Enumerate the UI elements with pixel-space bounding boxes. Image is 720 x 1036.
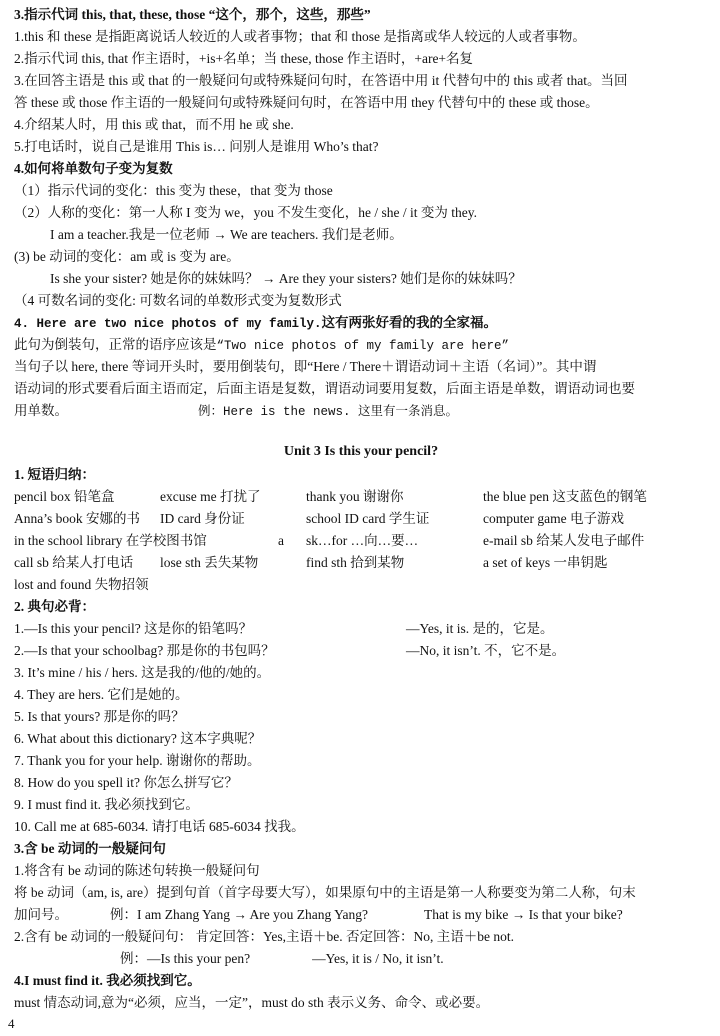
text-line: 1.将含有 be 动词的陈述句转换一般疑问句 [14, 863, 260, 878]
phrase-item [483, 574, 708, 596]
page-number: 4 [8, 1016, 15, 1031]
sentence-answer: —No, it isn’t. 不，它不是。 [406, 643, 566, 658]
text-line: (3) be 动词的变化：am 或 is 变为 are。 [14, 249, 240, 264]
phrase-item: a [278, 533, 284, 548]
example-sentence: 例：Here is the news. 这里有一条消息。 [198, 405, 459, 419]
text-fragment: 用单数。 [14, 403, 68, 418]
text-line: 语动词的形式要看后面主语而定，后面主语是复数，谓语动词要用复数，后面主语是单数，谓语动词也要 [14, 381, 635, 396]
sentence-question: 1.—Is this your pencil? 这是你的铅笔吗？ [14, 621, 253, 636]
inversion-note: 此句为倒装句，正常的语序应该是 [14, 337, 217, 352]
text-line [14, 948, 708, 970]
phrase-item: find sth 拾到某物 [306, 555, 405, 570]
section-title-phrases: 1. 短语归纳： [14, 467, 95, 482]
phrase-row [14, 508, 708, 530]
sentence-question: 2.—Is that your schoolbag? 那是你的书包吗？ [14, 643, 275, 658]
inversion-heading [14, 312, 708, 334]
example-sentence: 例：I am Zhang Yang → Are you Zhang Yang? [110, 907, 368, 922]
phrase-item: pencil box 铅笔盒 [14, 489, 115, 504]
phrase-item [160, 574, 306, 596]
section-title-sentences: 2. 典句必背： [14, 599, 95, 614]
text-fragment: 加问号。 [14, 907, 68, 922]
phrase-item: thank you 谢谢你 [306, 489, 404, 504]
phrase-item: e-mail sb 给某人发电子邮件 [483, 533, 645, 548]
text-line: （2）人称的变化：第一人称 I 变为 we，you 不发生变化，he / she / it 变为 they. [14, 205, 477, 220]
phrase-item: lose sth 丢失某物 [160, 555, 259, 570]
sentence-row: 9. I must find it. 我必须找到它。 [14, 797, 199, 812]
phrase-item: call sb 给某人打电话 [14, 555, 134, 570]
example-sentence: That is my bike → Is that your bike? [423, 907, 623, 922]
inversion-sentence: 4. Here are two nice photos of my family. [14, 317, 322, 331]
phrase-item [306, 574, 483, 596]
text-line: 3.在回答主语是 this 或 that 的一般疑问句或特殊疑问句时，在答语中用 it 代替句中的 this 或者 that。当回 [14, 73, 628, 88]
phrase-item: in the school library 在学校图书馆 [14, 533, 207, 548]
normal-order-sentence: “Two nice photos of my family are here” [216, 339, 510, 353]
sentence-row [14, 640, 708, 662]
sentence-answer: —Yes, it is. 是的，它是。 [406, 621, 554, 636]
text-line: 当句子以 here, there 等词开头时，要用倒装句，即“Here / There＋谓语动词＋主语（名词）”。其中谓 [14, 359, 597, 374]
text-line: （4 可数名词的变化: 可数名词的单数形式变为复数形式 [14, 293, 342, 308]
document-page [14, 4, 708, 1014]
text-line [14, 904, 708, 926]
sentence-row: 7. Thank you for your help. 谢谢你的帮助。 [14, 753, 261, 768]
heading-plural-conversion: 4.如何将单数句子变为复数 [14, 161, 173, 176]
phrase-row [14, 530, 708, 552]
text-line [14, 400, 708, 422]
sentence-row: 6. What about this dictionary? 这本字典呢？ [14, 731, 262, 746]
phrase-item: school ID card 学生证 [306, 511, 430, 526]
phrase-item: ID card 身份证 [160, 511, 245, 526]
sentence-row: 4. They are hers. 它们是她的。 [14, 687, 189, 702]
phrase-item: a set of keys 一串钥匙 [483, 555, 608, 570]
sentence-row: 8. How do you spell it? 你怎么拼写它？ [14, 775, 238, 790]
sentence-row: 10. Call me at 685-6034. 请打电话 685-6034 找我。 [14, 819, 305, 834]
phrase-item: the blue pen 这支蓝色的钢笔 [483, 489, 647, 504]
unit-title: Unit 3 Is this your pencil? [283, 444, 439, 459]
text-line: 2.指示代词 this, that 作主语时，+is+名单；当 these, those 作主语时，+are+名复 [14, 51, 474, 66]
phrase-row [14, 486, 708, 508]
inversion-translation: 这有两张好看的我的全家福。 [321, 315, 498, 330]
phrase-item: Anna’s book 安娜的书 [14, 511, 140, 526]
example-question: 例：—Is this your pen? [120, 951, 251, 966]
sentence-row [14, 618, 708, 640]
text-line: 将 be 动词（am, is, are）提到句首（首字母要大写），如果原句中的主语是第一人称要变为第二人称，句末 [14, 885, 636, 900]
section-title-be-questions: 3.含 be 动词的一般疑问句 [14, 841, 166, 856]
text-line: 5.打电话时，说自己是谁用 This is… 问别人是谁用 Who’s that? [14, 139, 379, 154]
text-line [14, 334, 708, 356]
section-title-must: 4.I must find it. 我必须找到它。 [14, 973, 201, 988]
text-line: 4.介绍某人时，用 this 或 that，而不用 he 或 she. [14, 117, 294, 132]
phrase-item: sk…for …向…要… [306, 533, 419, 548]
sentence-row: 3. It’s mine / his / hers. 这是我的/他的/她的。 [14, 665, 271, 680]
phrase-item: excuse me 打扰了 [160, 489, 261, 504]
example-answer: —Yes, it is / No, it isn’t. [312, 951, 444, 966]
text-line: 2.含有 be 动词的一般疑问句： 肯定回答：Yes,主语＋be. 否定回答：No, 主语＋be not. [14, 929, 514, 944]
phrase-row [14, 574, 708, 596]
example-line: Is she your sister? 她是你的妹妹吗？ → Are they your sisters? 她们是你的妹妹吗？ [50, 271, 522, 286]
example-line: I am a teacher.我是一位老师 → We are teachers. 我们是老师。 [50, 227, 403, 242]
phrase-item: computer game 电子游戏 [483, 511, 624, 526]
text-line: 1.this 和 these 是指距离说话人较近的人或者事物；that 和 those 是指离或华人较远的人或者事物。 [14, 29, 586, 44]
sentence-row: 5. Is that yours? 那是你的吗？ [14, 709, 185, 724]
text-line: （1）指示代词的变化：this 变为 these，that 变为 those [14, 183, 333, 198]
phrase-item: lost and found 失物招领 [14, 577, 149, 592]
phrase-row [14, 552, 708, 574]
text-line: 答 these 或 those 作主语的一般疑问句或特殊疑问句时，在答语中用 they 代替句中的 these 或 those。 [14, 95, 599, 110]
heading-demonstratives: 3.指示代词 this, that, these, those “这个，那个，这些，那些” [14, 7, 371, 22]
text-line: must 情态动词,意为“必须，应当，一定”，must do sth 表示义务、命令、或必要。 [14, 995, 490, 1010]
